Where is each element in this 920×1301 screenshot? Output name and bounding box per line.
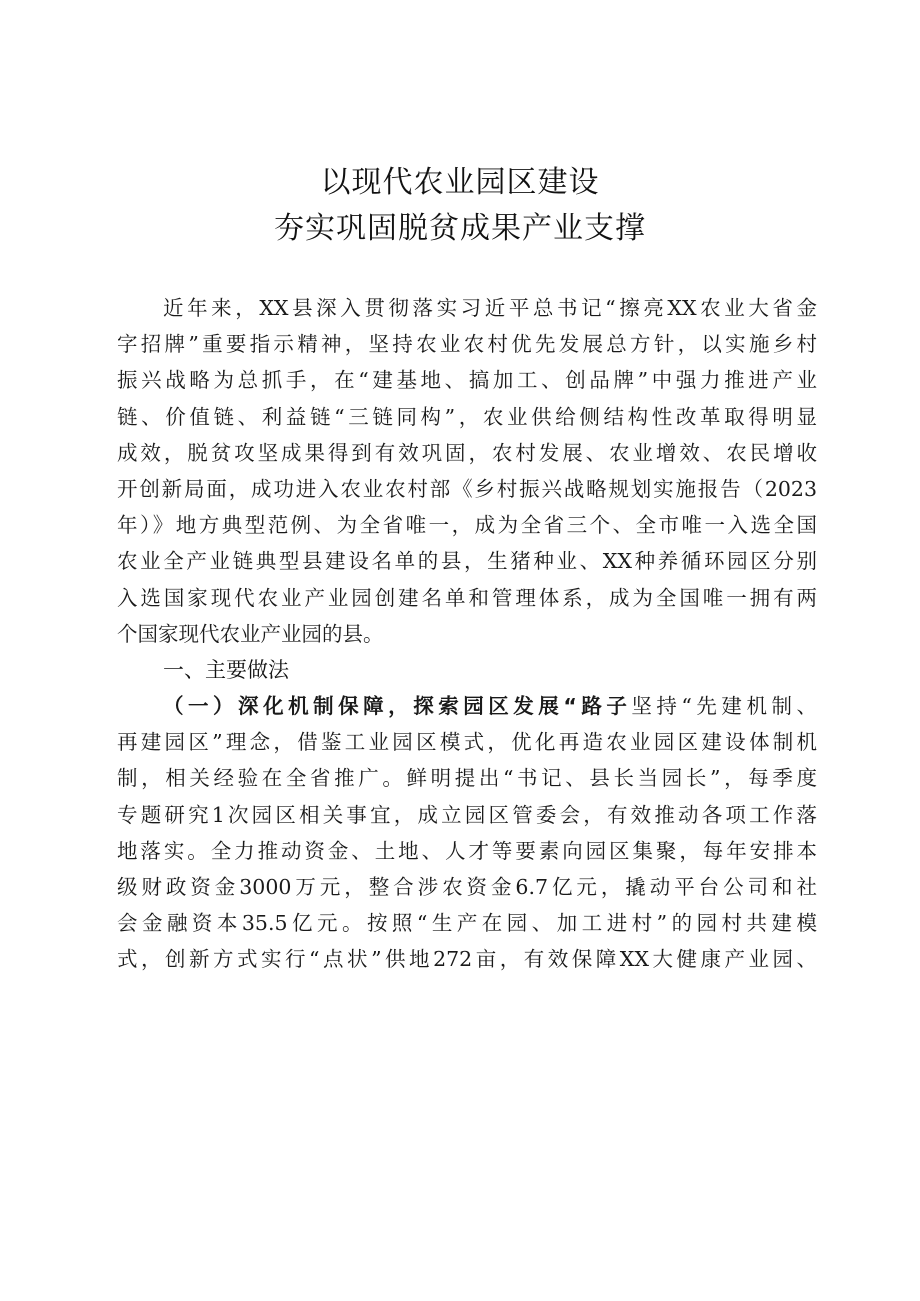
intro-paragraph xyxy=(117,290,817,652)
subsection-label: （一）深化机制保障，探索园区发展“路子 xyxy=(163,694,632,719)
paragraph-line: 制，相关经验在全省推广。鲜明提出“书记、县长当园长”，每季度 xyxy=(117,766,817,791)
title-line-2: 夯实巩固脱贫成果产业支撑 xyxy=(274,211,646,246)
paragraph-line: 振兴战略为总抓手，在“建基地、搞加工、创品牌”中强力推进产业 xyxy=(117,368,817,393)
paragraph-line: 专题研究1次园区相关事宜，成立园区管委会，有效推动各项工作落 xyxy=(117,802,817,827)
paragraph-line: 近年来，XX县深入贯彻落实习近平总书记“擦亮XX农业大省金 xyxy=(163,296,817,320)
paragraph-line: 级财政资金3000万元，整合涉农资金6.7亿元，撬动平台公司和社 xyxy=(117,875,817,899)
paragraph-line: 年）》地方典型范例、为全省唯一，成为全省三个、全市唯一入选全国 xyxy=(117,513,817,538)
paragraph-line: 开创新局面，成功进入农业农村部《乡村振兴战略规划实施报告（2023 xyxy=(117,476,817,501)
paragraph-line: 式，创新方式实行“点状”供地272亩，有效保障XX大健康产业园、 xyxy=(117,947,817,972)
paragraph-line: 成效，脱贫攻坚成果得到有效巩固，农村发展、农业增效、农民增收 xyxy=(117,440,817,465)
paragraph-line: 农业全产业链典型县建设名单的县，生猪种业、XX种养循环园区分别 xyxy=(117,549,817,574)
paragraph-line xyxy=(117,688,817,724)
paragraph-line: 会金融资本35.5亿元。按照“生产在园、加工进村”的园村共建模 xyxy=(117,911,817,936)
paragraph-line: 链、价值链、利益链“三链同构”，农业供给侧结构性改革取得明显 xyxy=(117,404,817,429)
document-title xyxy=(0,160,920,252)
subsection-text: 坚持“先建机制、 xyxy=(631,694,817,719)
section-heading: 一、主要做法 xyxy=(163,657,289,682)
paragraph-line: 字招牌”重要指示精神，坚持农业农村优先发展总方针，以实施乡村 xyxy=(117,332,817,357)
subsection-paragraph xyxy=(117,688,817,978)
title-line-1: 以现代农业园区建设 xyxy=(320,165,600,200)
paragraph-line: 再建园区”理念，借鉴工业园区模式，优化再造农业园区建设体制机 xyxy=(117,730,817,755)
paragraph-line: 个国家现代农业产业园的县。 xyxy=(117,621,384,646)
paragraph-line: 入选国家现代农业产业园创建名单和管理体系，成为全国唯一拥有两 xyxy=(117,585,817,610)
paragraph-line: 地落实。全力推动资金、土地、人才等要素向园区集聚，每年安排本 xyxy=(117,838,817,863)
document-body xyxy=(117,290,817,978)
